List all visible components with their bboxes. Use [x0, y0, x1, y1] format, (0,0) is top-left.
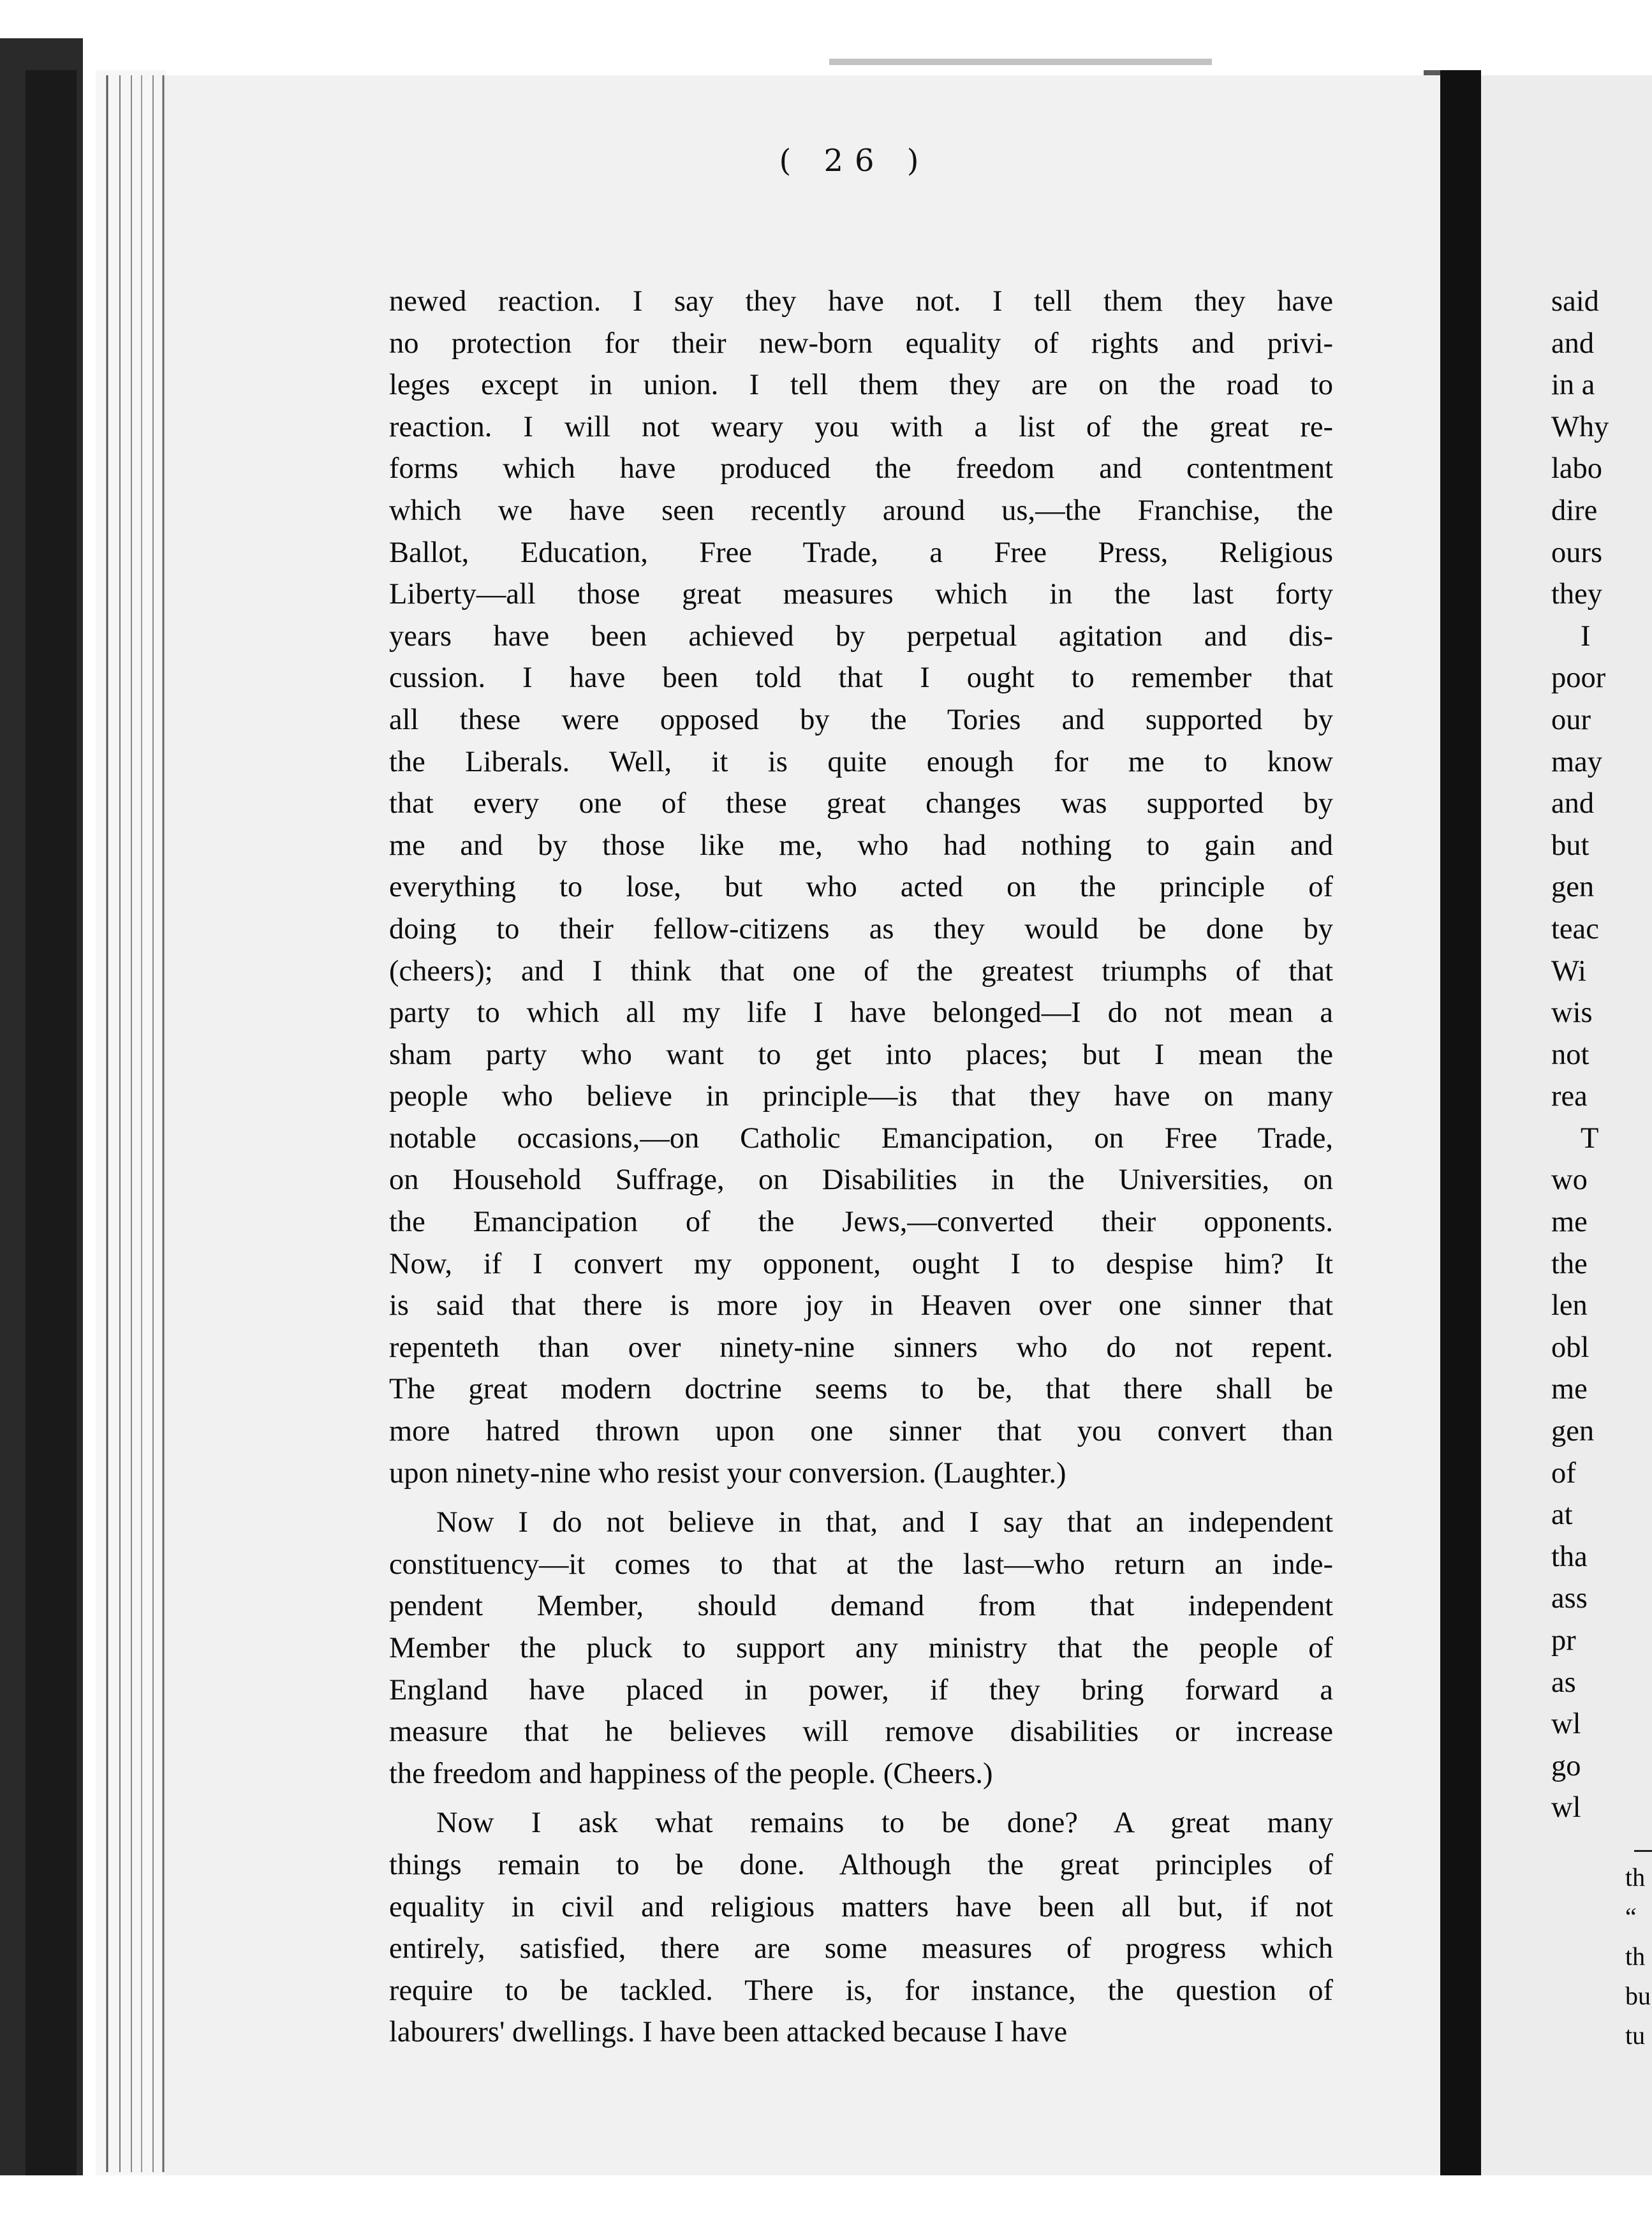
facing-page-note-fragment: bu — [1625, 1981, 1651, 2010]
text-line: labourers' dwellings. I have been attacked because I have — [389, 2016, 1068, 2049]
facing-page-fragment: wl — [1551, 1791, 1581, 1824]
footnote-rule — [1634, 1850, 1652, 1852]
facing-page-fragment: but — [1551, 829, 1589, 862]
facing-page-fragment: wo — [1551, 1164, 1588, 1197]
facing-page-fragment: tha — [1551, 1540, 1588, 1573]
text-line: the freedom and happiness of the people. (Cheers.) — [389, 1757, 993, 1790]
facing-page-fragment: and — [1551, 787, 1595, 820]
text-line: more hatred thrown upon one sinner that you convert than — [389, 1415, 1333, 1448]
text-line: the Liberals. Well, it is quite enough for me to know — [389, 745, 1333, 778]
text-line: repenteth than over ninety-nine sinners who do not repent. — [389, 1331, 1333, 1364]
text-line: require to be tackled. There is, for instance, the question of — [389, 1974, 1333, 2007]
facing-page-fragment: me — [1551, 1206, 1588, 1239]
text-line: sham party who want to get into places; but I mean the — [389, 1038, 1333, 1071]
text-line: things remain to be done. Although the great principles of — [389, 1848, 1333, 1881]
facing-page-fragment: at — [1551, 1499, 1573, 1532]
text-line: entirely, satisfied, there are some measures of progress which — [389, 1932, 1333, 1965]
text-line: everything to lose, but who acted on the principle of — [389, 871, 1333, 904]
facing-page-note-fragment: “ — [1625, 1902, 1637, 1931]
facing-page-fragment: ours — [1551, 536, 1603, 569]
text-line: which we have seen recently around us,—the Franchise, the — [389, 494, 1333, 527]
facing-page-fragment: poor — [1551, 662, 1606, 695]
facing-page-fragment: pr — [1551, 1624, 1576, 1657]
facing-page-note-fragment: th — [1625, 1863, 1646, 1891]
facing-page-fragment: our — [1551, 703, 1591, 736]
facing-page-fragment: T — [1581, 1121, 1599, 1155]
facing-page-fragment: they — [1551, 578, 1603, 611]
facing-page-fragment: teac — [1551, 912, 1599, 945]
text-line: The great modern doctrine seems to be, that there shall be — [389, 1373, 1333, 1406]
facing-page-fragment: go — [1551, 1749, 1581, 1782]
text-line: years have been achieved by perpetual agitation and dis- — [389, 619, 1333, 653]
text-line: leges except in union. I tell them they are on the road to — [389, 369, 1333, 402]
facing-page-text-fragments — [1551, 281, 1652, 1829]
text-line: upon ninety-nine who resist your conversion. (Laughter.) — [389, 1456, 1066, 1490]
text-line: Member the pluck to support any ministry that the people of — [389, 1632, 1333, 1664]
facing-page-fragment: Why — [1551, 410, 1609, 443]
facing-page-fragment: obl — [1551, 1331, 1589, 1364]
text-line: (cheers); and I think that one of the greatest triumphs of that — [389, 954, 1333, 988]
paragraph — [389, 281, 1333, 1494]
facing-page-fragment: of — [1551, 1456, 1576, 1490]
body-text — [389, 281, 1333, 2054]
facing-page-fragment: len — [1551, 1289, 1588, 1322]
text-line: constituency—it comes to that at the last—who return an inde- — [389, 1548, 1333, 1581]
text-line: Ballot, Education, Free Trade, a Free Press, Religious — [389, 536, 1333, 569]
text-line: people who believe in principle—is that they have on many — [389, 1080, 1333, 1113]
text-line: no protection for their new-born equality of rights and privi- — [389, 327, 1333, 360]
facing-page-fragment: wis — [1551, 996, 1593, 1030]
text-line: cussion. I have been told that I ought to remember that — [389, 662, 1333, 695]
text-line: reaction. I will not weary you with a list of the great re- — [389, 410, 1333, 443]
text-line: measure that he believes will remove disabilities or increase — [389, 1715, 1333, 1749]
text-line: notable occasions,—on Catholic Emancipation, on Free Trade, — [389, 1121, 1333, 1155]
text-line: on Household Suffrage, on Disabilities in the Universities, on — [389, 1164, 1333, 1197]
facing-page-note-fragments — [1625, 1858, 1652, 2055]
text-line: pendent Member, should demand from that independent — [389, 1590, 1333, 1623]
facing-page-fragment: may — [1551, 745, 1603, 778]
facing-page-fragment: and — [1551, 327, 1595, 360]
facing-page-fragment: Wi — [1551, 954, 1586, 988]
facing-page-fragment: me — [1551, 1373, 1588, 1406]
text-line: equality in civil and religious matters have been all but, if not — [389, 1890, 1333, 1923]
text-line: that every one of these great changes was supported by — [389, 787, 1333, 820]
facing-page-fragment: said — [1551, 285, 1599, 318]
text-line: Now, if I convert my opponent, ought I to despise him? It — [389, 1247, 1333, 1280]
text-line: doing to their fellow-citizens as they would be done by — [389, 912, 1333, 945]
text-line: the Emancipation of the Jews,—converted their opponents. — [389, 1206, 1333, 1239]
text-line: is said that there is more joy in Heaven over one sinner that — [389, 1289, 1333, 1322]
facing-page-note-fragment: tu — [1625, 2021, 1646, 2050]
text-line: all these were opposed by the Tories and supported by — [389, 703, 1333, 736]
facing-page-fragment: ass — [1551, 1582, 1588, 1615]
facing-page-fragment: as — [1551, 1666, 1576, 1699]
facing-page-fragment: the — [1551, 1247, 1588, 1280]
text-line: Now I do not believe in that, and I say that an independent — [436, 1506, 1333, 1539]
facing-page-fragment: gen — [1551, 871, 1595, 904]
facing-page-fragment: dire — [1551, 494, 1598, 527]
facing-page-fragment: I — [1581, 619, 1591, 653]
text-line: forms which have produced the freedom and contentment — [389, 452, 1333, 485]
facing-page-fragment: gen — [1551, 1415, 1595, 1448]
text-line: Liberty—all those great measures which in the last forty — [389, 578, 1333, 611]
text-line: England have placed in power, if they bring forward a — [389, 1673, 1333, 1706]
text-line: Now I ask what remains to be done? A great many — [436, 1807, 1333, 1840]
facing-page-fragment: in a — [1551, 369, 1595, 402]
paragraph — [389, 1502, 1333, 1795]
paragraph — [389, 1802, 1333, 2054]
facing-page-fragment: wl — [1551, 1708, 1581, 1741]
facing-page-fragment: not — [1551, 1038, 1589, 1071]
text-line: me and by those like me, who had nothing to gain and — [389, 829, 1333, 862]
facing-page-note-fragment: th — [1625, 1942, 1646, 1971]
text-line: party to which all my life I have belonged—I do not mean a — [389, 996, 1333, 1030]
text-line: newed reaction. I say they have not. I tell them they have — [389, 285, 1333, 318]
facing-page-fragment: rea — [1551, 1080, 1588, 1113]
facing-page-fragment: labo — [1551, 452, 1603, 485]
page-number: ( 26 ) — [779, 143, 931, 179]
